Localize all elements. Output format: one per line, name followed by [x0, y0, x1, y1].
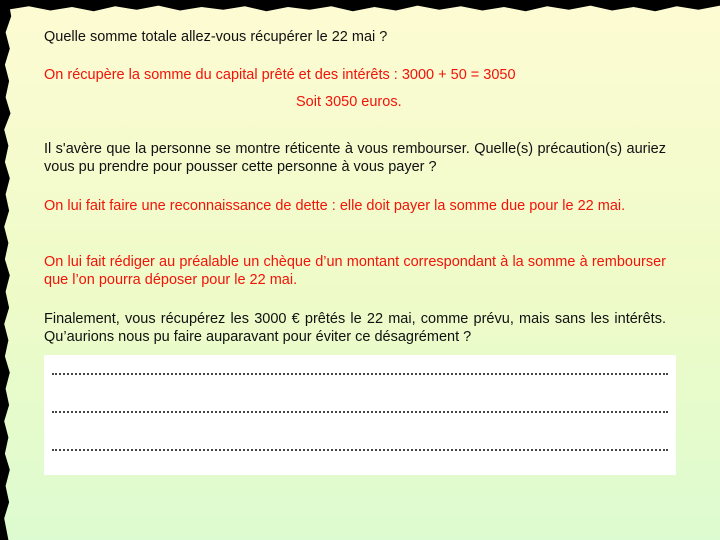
answer-1-line-1: On récupère la somme du capital prêté et des intérêts : 3000 + 50 = 3050	[44, 67, 516, 83]
dotted-answer-line[interactable]	[52, 363, 668, 375]
answer-2b: On lui fait rédiger au préalable un chèque d’un montant correspondant à la somme à rembourser que l’on pourra déposer pour le 22 mai.	[44, 254, 666, 288]
question-2: Il s'avère que la personne se montre réticente à vous rembourser. Quelle(s) précaution(s) auriez vous pu prendre pour pousser cette personne à vous payer ?	[44, 141, 666, 175]
torn-edge-top	[0, 0, 720, 14]
answer-area[interactable]	[44, 355, 676, 475]
dotted-answer-line[interactable]	[52, 401, 668, 413]
question-3: Finalement, vous récupérez les 3000 € prêtés le 22 mai, comme prévu, mais sans les intérêts. Qu’aurions nous pu faire auparavant pour éviter ce désagrément ?	[44, 311, 666, 345]
answer-1-line-2: Soit 3050 euros.	[296, 94, 402, 110]
answer-2a: On lui fait faire une reconnaissance de dette : elle doit payer la somme due pour le 22 mai.	[44, 198, 626, 214]
question-1: Quelle somme totale allez-vous récupérer le 22 mai ?	[44, 29, 388, 45]
dotted-answer-line[interactable]	[52, 439, 668, 451]
torn-edge-left	[0, 0, 14, 540]
